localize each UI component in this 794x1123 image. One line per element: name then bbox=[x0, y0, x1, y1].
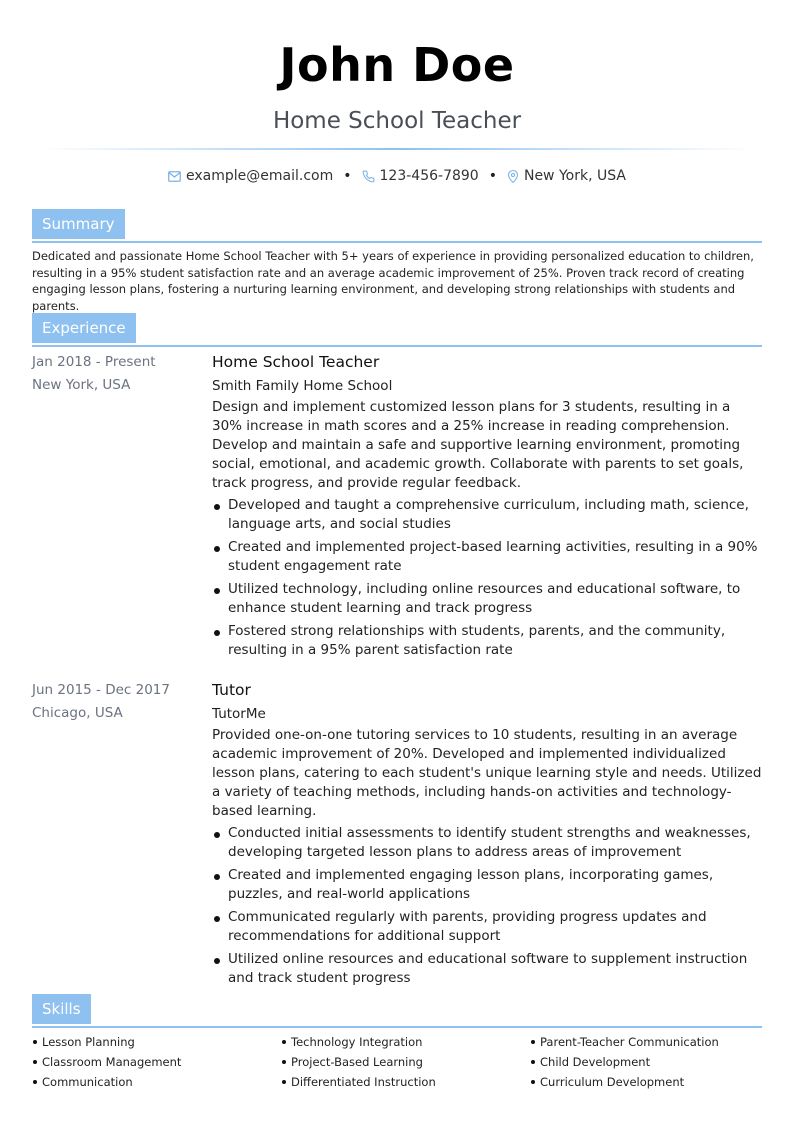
job-title: Home School Teacher bbox=[272, 108, 522, 134]
skill-item: Classroom Management bbox=[32, 1053, 281, 1071]
summary-text: Dedicated and passionate Home School Teacher with 5+ years of experience in providing personalized education to children, resulting in a 95% student satisfaction rate and an average academic improvement of 25%. Proven track record of creating engaging lesson plans, fostering a nurturing learning environment, and developing strong relationships with students and parents. bbox=[32, 249, 754, 313]
email-text: example@email.com bbox=[186, 168, 334, 184]
separator-dot: • bbox=[488, 168, 497, 184]
skill-item: Technology Integration bbox=[281, 1033, 530, 1051]
experience-section-header bbox=[32, 313, 762, 347]
experience-dates: Jun 2015 - Dec 2017 bbox=[32, 682, 170, 698]
bullet-item: Fostered strong relationships with students, parents, and the community, resulting in a 95% parent satisfaction rate bbox=[212, 622, 762, 660]
experience-meta bbox=[32, 679, 202, 725]
skill-item: Parent-Teacher Communication bbox=[530, 1033, 762, 1051]
skills-section-header bbox=[32, 994, 762, 1028]
contact-email[interactable] bbox=[168, 168, 333, 184]
experience-company: TutorMe bbox=[212, 706, 266, 722]
skill-item: Lesson Planning bbox=[32, 1033, 281, 1051]
header-divider bbox=[40, 148, 754, 150]
location-text: New York, USA bbox=[523, 168, 626, 184]
contact-phone[interactable] bbox=[362, 168, 479, 184]
experience-heading: Experience bbox=[32, 313, 136, 343]
experience-location: New York, USA bbox=[32, 377, 131, 393]
bullet-item: Utilized technology, including online resources and educational software, to enhance student learning and track progress bbox=[212, 580, 762, 618]
bullet-item: Created and implemented project-based learning activities, resulting in a 90% student engagement rate bbox=[212, 538, 762, 576]
phone-text: 123-456-7890 bbox=[379, 168, 479, 184]
bullet-item: Communicated regularly with parents, providing progress updates and recommendations for additional support bbox=[212, 908, 762, 946]
skill-item: Project-Based Learning bbox=[281, 1053, 530, 1071]
candidate-name: John Doe bbox=[279, 38, 515, 92]
experience-bullets bbox=[212, 824, 762, 988]
map-pin-icon bbox=[507, 169, 519, 183]
experience-dates: Jan 2018 - Present bbox=[32, 354, 156, 370]
experience-description: Design and implement customized lesson plans for 3 students, resulting in a 30% increase in math scores and a 25% increase in reading comprehension. Develop and maintain a safe and supportive learning environment, promoting social, emotional, and academic growth. Collaborate with parents to set goals, track progress, and provide regular feedback. bbox=[212, 399, 744, 491]
bullet-item: Conducted initial assessments to identify student strengths and weaknesses, developing targeted lesson plans to address areas of improvement bbox=[212, 824, 762, 862]
skill-item: Differentiated Instruction bbox=[281, 1073, 530, 1091]
bullet-item: Developed and taught a comprehensive curriculum, including math, science, language arts, and social studies bbox=[212, 496, 762, 534]
experience-role: Home School Teacher bbox=[212, 353, 380, 371]
skills-list bbox=[32, 1033, 762, 1091]
experience-meta bbox=[32, 351, 202, 397]
experience-location: Chicago, USA bbox=[32, 705, 123, 721]
skill-item: Curriculum Development bbox=[530, 1073, 762, 1091]
summary-heading: Summary bbox=[32, 209, 125, 239]
summary-section-header bbox=[32, 209, 762, 243]
phone-icon bbox=[362, 170, 375, 183]
experience-company: Smith Family Home School bbox=[212, 378, 393, 394]
bullet-item: Utilized online resources and educational software to supplement instruction and track student progress bbox=[212, 950, 762, 988]
skill-item: Child Development bbox=[530, 1053, 762, 1071]
experience-details bbox=[212, 351, 762, 664]
experience-description: Provided one-on-one tutoring services to 10 students, resulting in an average academic improvement of 20%. Developed and implemented individualized lesson plans, catering to each student's unique learning style and needs. Utilized a variety of teaching methods, including hands-on activities and technology-based learning. bbox=[212, 727, 762, 819]
contact-location bbox=[507, 168, 626, 184]
envelope-icon bbox=[168, 171, 181, 182]
skills-heading: Skills bbox=[32, 994, 91, 1024]
bullet-item: Created and implemented engaging lesson plans, incorporating games, puzzles, and real-world applications bbox=[212, 866, 762, 904]
experience-bullets bbox=[212, 496, 762, 660]
separator-dot: • bbox=[343, 168, 352, 184]
skill-item: Communication bbox=[32, 1073, 281, 1091]
experience-details bbox=[212, 679, 762, 992]
contact-bar bbox=[0, 166, 794, 186]
experience-role: Tutor bbox=[212, 681, 251, 699]
